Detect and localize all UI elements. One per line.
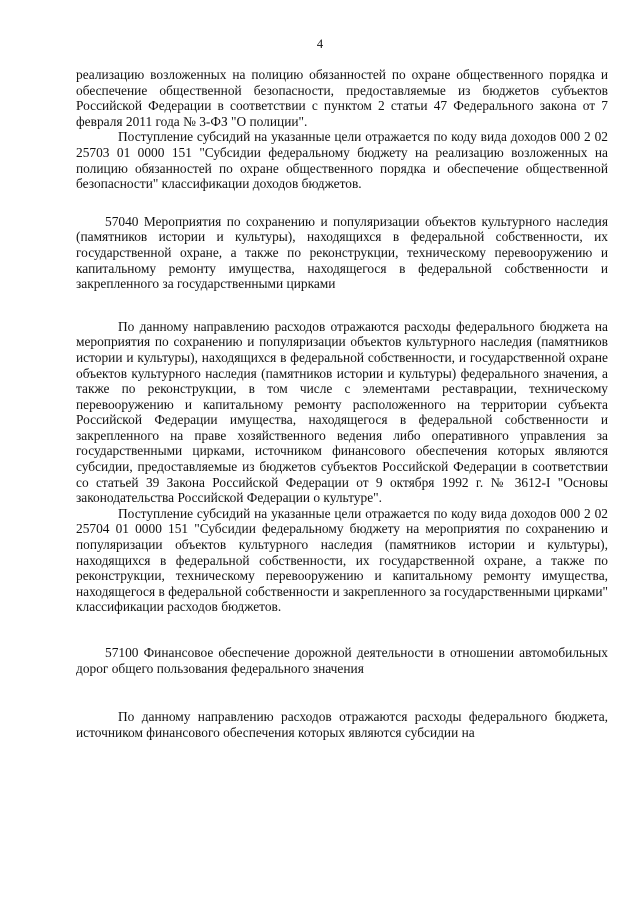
document-body bbox=[76, 67, 608, 740]
paragraph-continuation: реализацию возложенных на полицию обязанностей по охране общественного порядка и обеспечение общественной безопасности, предоставляемые из бюджетов субъектов Российской Федерации в соответствии с пунктом 2 статьи 47 Федерального закона от 7 февраля 2011 года № 3-ФЗ "О полиции". bbox=[76, 67, 608, 129]
paragraph-income-code-culture: Поступление субсидий на указанные цели отражается по коду вида доходов 000 2 02 25704 01 0000 151 "Субсидии федеральному бюджету на мероприятия по сохранению и популяризации объектов культурного наследия (памятников истории и культуры), находящихся в федеральной собственности, их государственной охране, а также по реконструкции, техническому перевооружению и капитальному ремонту имущества, находящегося в федеральной собственности и закрепленного за государственными цирками" классификации расходов бюджетов. bbox=[76, 505, 608, 615]
section-heading-57040: 57040 Мероприятия по сохранению и популяризации объектов культурного наследия (памятников истории и культуры), находящихся в федеральной собственности, их государственной охране, а также по реконструкции, техническому перевооружению и капитальному ремонту имущества, находящегося в федеральной собственности и закрепленного за государственными цирками bbox=[76, 213, 608, 292]
page-number: 4 bbox=[316, 37, 324, 51]
paragraph-culture-expenses: По данному направлению расходов отражаются расходы федерального бюджета на мероприятия по сохранению и популяризации объектов культурного наследия (памятников истории и культуры), находящихся в федеральной собственности, и государственной охране объектов культурного наследия (памятников истории и культуры) федерального значения, а также по реконструкции, в том числе с элементами реставрации, техническому перевооружению и капитальному ремонту расположенного на территории субъекта Российской Федерации имущества, находящегося в федеральной собственности и закрепленного на праве хозяйственного ведения либо оперативного управления за государственными цирками, источником финансового обеспечения которых являются субсидии, предоставляемые из бюджетов субъектов Российской Федерации в соответствии со статьей 39 Закона Российской Федерации от 9 октября 1992 г. № 3612-I "Основы законодательства Российской Федерации о культуре". bbox=[76, 318, 608, 506]
paragraph-road-expenses: По данному направлению расходов отражаются расходы федерального бюджета, источником финансового обеспечения которых являются субсидии на bbox=[76, 709, 608, 740]
section-heading-57100: 57100 Финансовое обеспечение дорожной деятельности в отношении автомобильных дорог общего пользования федерального значения bbox=[76, 645, 608, 676]
paragraph-income-code-police: Поступление субсидий на указанные цели отражается по коду вида доходов 000 2 02 25703 01 0000 151 "Субсидии федеральному бюджету на реализацию возложенных на полицию обязанностей по охране общественного порядка и обеспечение общественной безопасности" классификации доходов бюджетов. bbox=[76, 129, 608, 192]
